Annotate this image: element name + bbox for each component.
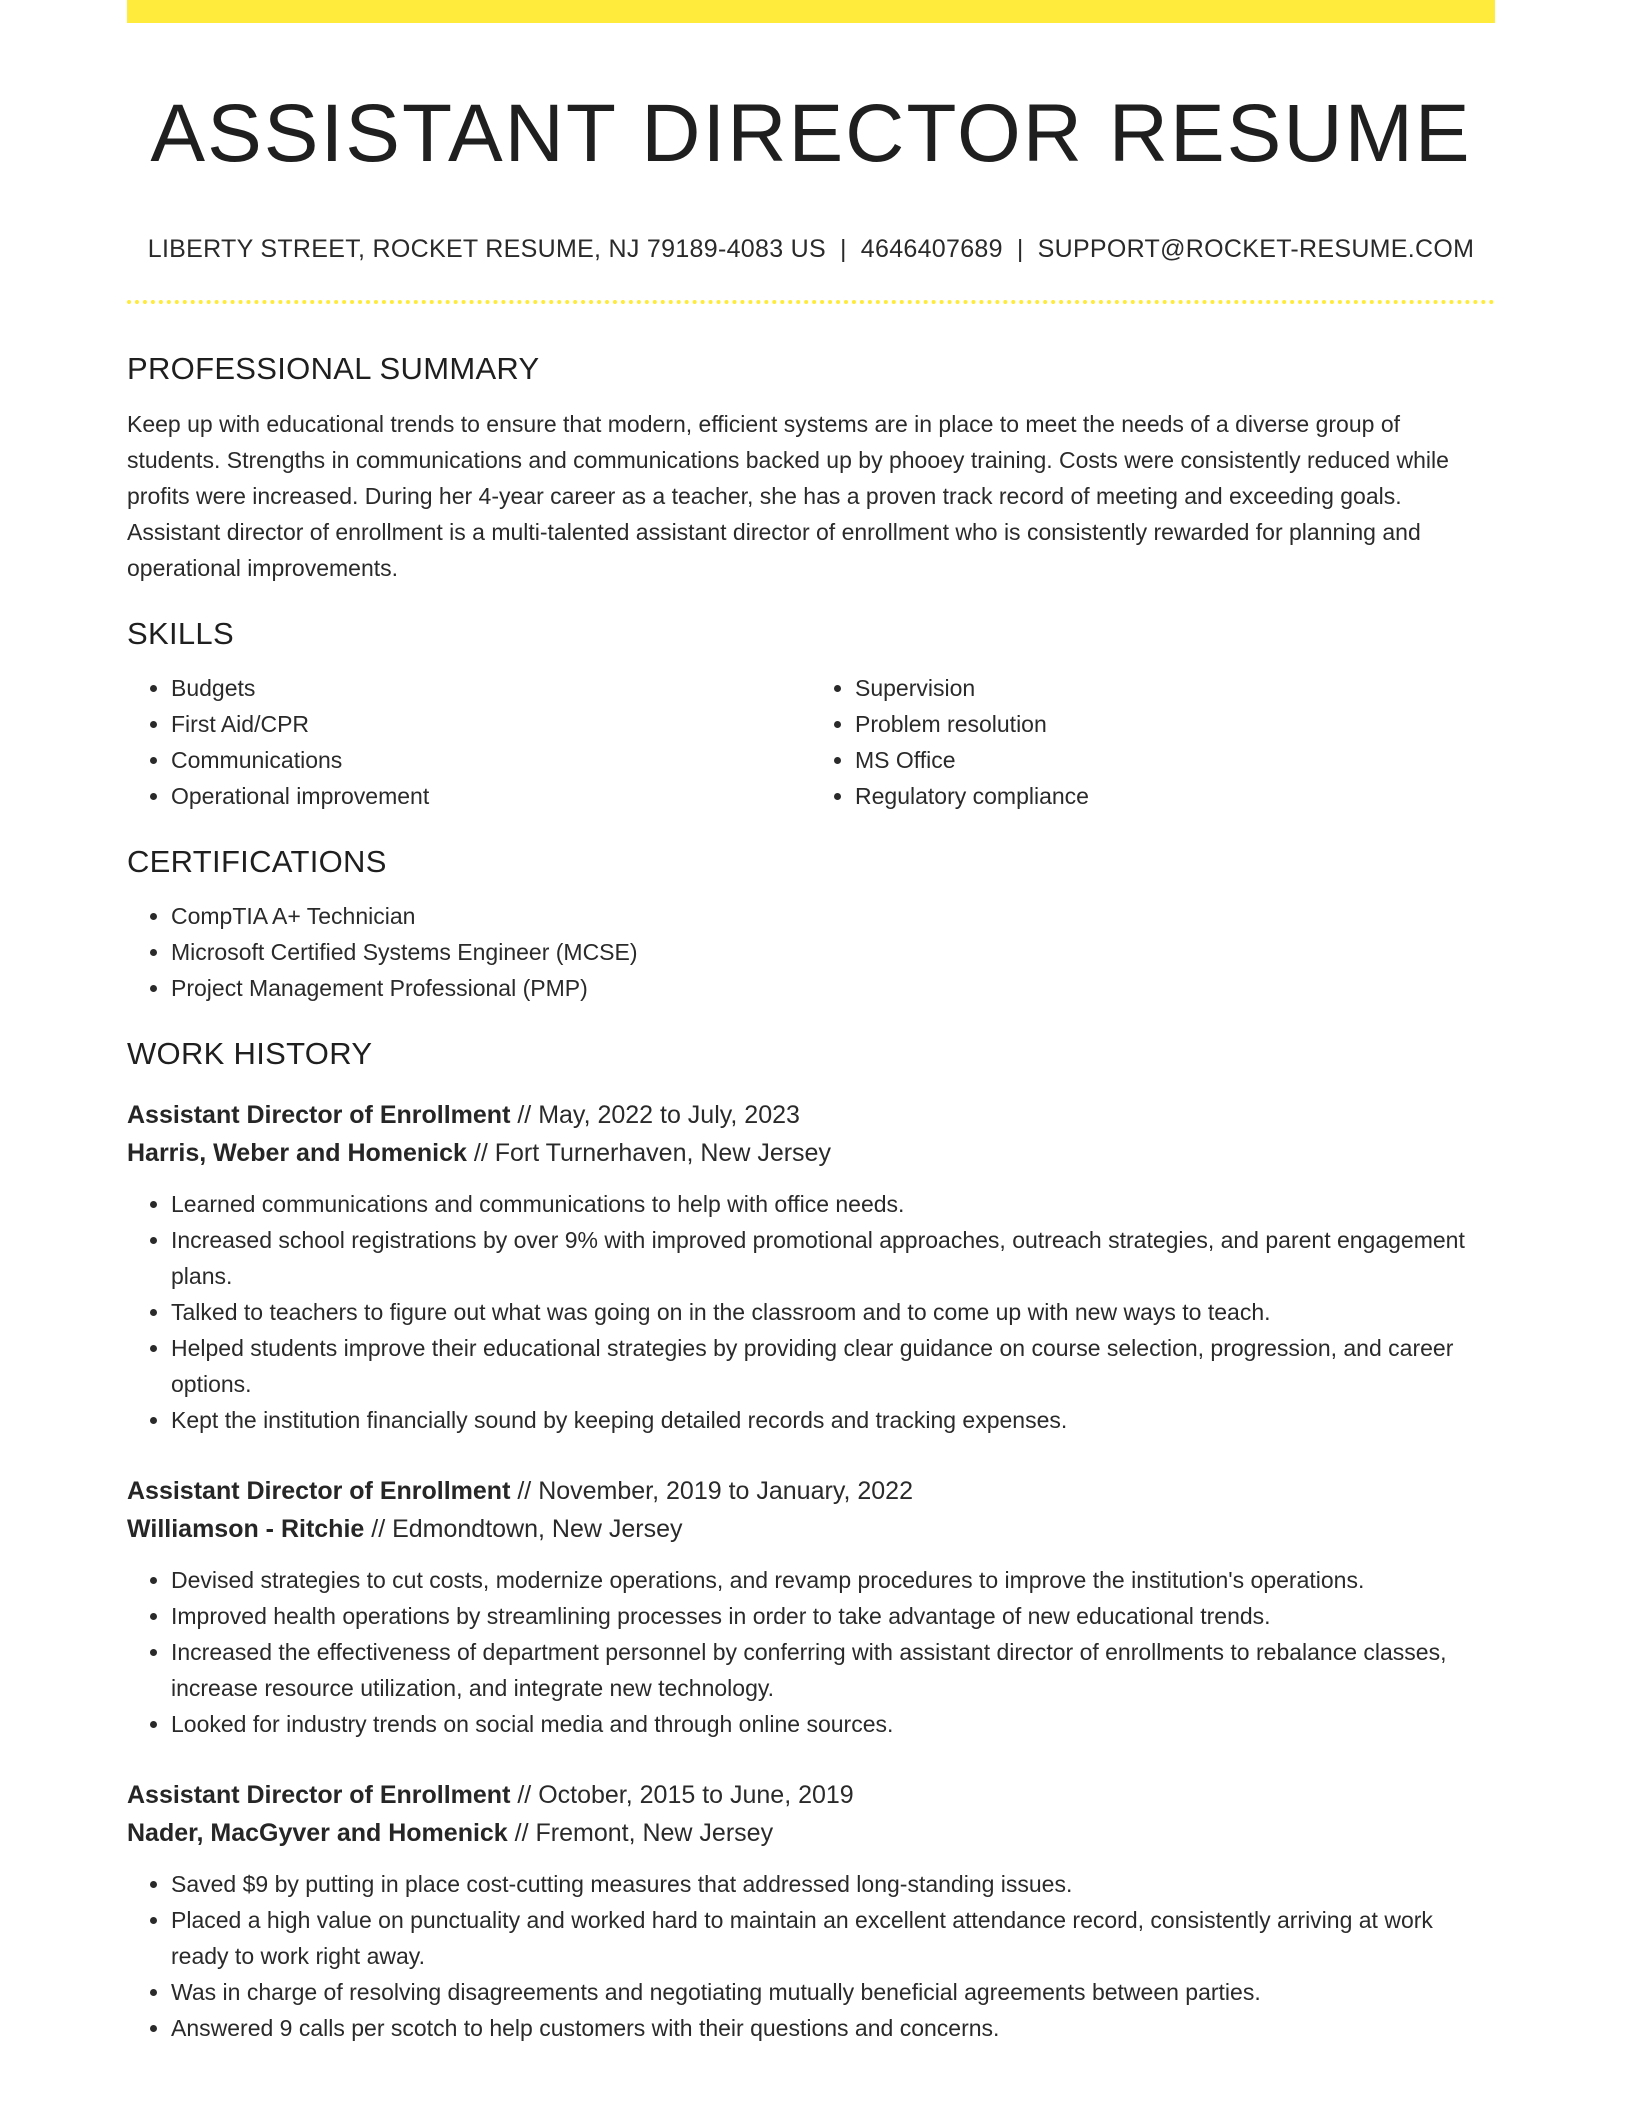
job-company: Nader, MacGyver and Homenick [127,1819,508,1848]
contact-separator: | [839,235,847,264]
skills-left-list [127,670,811,814]
job-bullet: • Increased school registrations by over 9% with improved promotional approaches, outreach strategies, and parent engagement plans. [171,1222,1495,1294]
work-history-heading: WORK HISTORY [127,1036,373,1072]
job-bullets [127,1186,1495,1438]
contact-line [127,235,1495,264]
job-dates: // November, 2019 to January, 2022 [510,1477,913,1506]
contact-separator: | [1016,235,1024,264]
job-role: Assistant Director of Enrollment [127,1101,511,1130]
job-bullet: • Looked for industry trends on social media and through online sources. [171,1706,1495,1742]
work-history-section [127,1036,1495,2046]
job-bullet: • Placed a high value on punctuality and worked hard to maintain an excellent attendance record, consistently arriving at work ready to work right away. [171,1902,1495,1974]
address: LIBERTY STREET, ROCKET RESUME, NJ 79189-4083 US [147,235,826,264]
job-company-line [127,1134,1495,1172]
summary-text: Keep up with educational trends to ensure that modern, efficient systems are in place to meet the needs of a diverse group of students. Strengths in communications and communications backed up by phooey training. Costs were consistently reduced while profits were increased. During her 4-year career as a teacher, she has a proven track record of meeting and exceeding goals. Assistant director of enrollment is a multi-talented assistant director of enrollment who is consistently rewarded for planning and operational improvements. [127,411,1449,582]
job-bullet: • Devised strategies to cut costs, modernize operations, and revamp procedures to improve the institution's operations. [171,1562,1495,1598]
skill-item: • Budgets [171,670,811,706]
job-company-line [127,1814,1495,1852]
skills-heading: SKILLS [127,616,234,652]
job-location: // Fremont, New Jersey [507,1819,774,1848]
skill-item: • First Aid/CPR [171,706,811,742]
job-bullet: • Saved $9 by putting in place cost-cutting measures that addressed long-standing issues. [171,1866,1495,1902]
job-bullet: • Learned communications and communications to help with office needs. [171,1186,1495,1222]
job-bullet: • Increased the effectiveness of department personnel by conferring with assistant director of enrollments to rebalance classes, increase resource utilization, and integrate new technology. [171,1634,1495,1706]
resume-page [127,0,1495,2046]
job-bullet: • Helped students improve their educational strategies by providing clear guidance on course selection, progression, and career options. [171,1330,1495,1402]
skill-item: • Problem resolution [855,706,1495,742]
certification-item: • Project Management Professional (PMP) [171,970,1495,1006]
job-role-line [127,1776,1495,1814]
accent-bar [127,0,1495,23]
skills-section [127,616,1495,814]
dotted-divider [127,300,1495,304]
skill-item: • MS Office [855,742,1495,778]
job-bullet: • Kept the institution financially sound by keeping detailed records and tracking expenses. [171,1402,1495,1438]
job-role: Assistant Director of Enrollment [127,1781,511,1810]
skills-grid [127,670,1495,814]
job-bullets [127,1562,1495,1742]
job-role-line [127,1096,1495,1134]
job-company: Harris, Weber and Homenick [127,1139,467,1168]
certification-item: • Microsoft Certified Systems Engineer (MCSE) [171,934,1495,970]
job-location: // Edmondtown, New Jersey [364,1515,683,1544]
skill-item: • Operational improvement [171,778,811,814]
phone: 4646407689 [860,235,1003,264]
certifications-section [127,844,1495,1006]
job-bullet: • Answered 9 calls per scotch to help customers with their questions and concerns. [171,2010,1495,2046]
job-dates: // October, 2015 to June, 2019 [510,1781,854,1810]
job-entry [127,1096,1495,1438]
job-bullet: • Was in charge of resolving disagreements and negotiating mutually beneficial agreements between parties. [171,1974,1495,2010]
job-role: Assistant Director of Enrollment [127,1477,511,1506]
job-entry [127,1776,1495,2046]
certifications-list [127,898,1495,1006]
skill-item: • Communications [171,742,811,778]
skill-item: • Supervision [855,670,1495,706]
summary-heading: PROFESSIONAL SUMMARY [127,351,540,387]
certifications-heading: CERTIFICATIONS [127,844,387,880]
email: SUPPORT@ROCKET-RESUME.COM [1037,235,1475,264]
certification-item: • CompTIA A+ Technician [171,898,1495,934]
skills-right-list [811,670,1495,814]
job-entry [127,1472,1495,1742]
job-bullet: • Improved health operations by streamlining processes in order to take advantage of new educational trends. [171,1598,1495,1634]
job-dates: // May, 2022 to July, 2023 [510,1101,800,1130]
skill-item: • Regulatory compliance [855,778,1495,814]
job-bullets [127,1866,1495,2046]
resume-title: ASSISTANT DIRECTOR RESUME [150,88,1472,179]
job-location: // Fort Turnerhaven, New Jersey [466,1139,831,1168]
job-bullet: • Talked to teachers to figure out what was going on in the classroom and to come up with new ways to teach. [171,1294,1495,1330]
job-company: Williamson - Ritchie [127,1515,365,1544]
job-company-line [127,1510,1495,1548]
job-role-line [127,1472,1495,1510]
